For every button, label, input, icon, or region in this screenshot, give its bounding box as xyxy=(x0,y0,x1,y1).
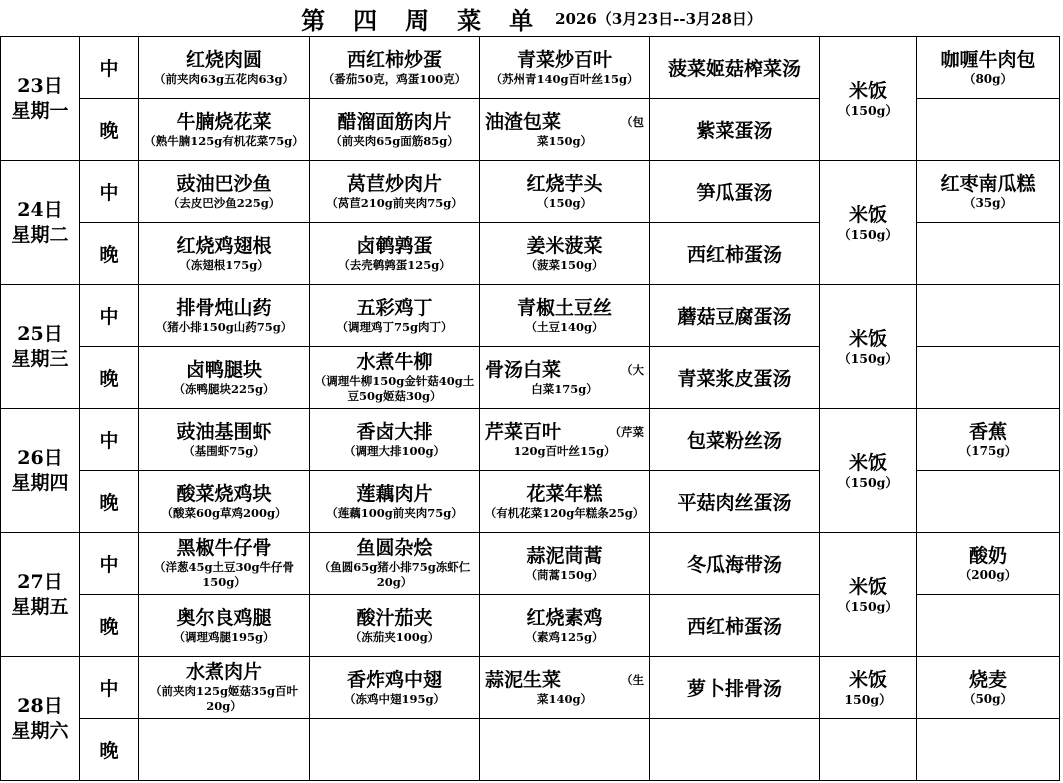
dish-detail: （调理鸡腿195g） xyxy=(173,629,275,644)
meal-label-dinner: 晚 xyxy=(80,719,139,781)
menu-row-dinner xyxy=(1,719,1060,781)
dish-detail: （前夹肉125g姬菇35g百叶20g） xyxy=(149,684,299,713)
staple-weight: （150g） xyxy=(838,598,898,614)
dish-cell xyxy=(139,99,310,161)
meal-label-lunch: 中 xyxy=(80,37,139,99)
day-cell xyxy=(1,161,80,285)
meal-label-lunch: 中 xyxy=(80,657,139,719)
day-date: 25日 xyxy=(17,322,63,345)
dish-detail: （调理大排100g） xyxy=(343,443,446,458)
day-date: 28日 xyxy=(17,694,63,717)
dish-name: 花菜年糕 xyxy=(526,482,603,505)
soup-cell: 紫菜蛋汤 xyxy=(650,99,820,161)
dish-name: 香卤大排 xyxy=(356,420,433,443)
dish-detail: （去壳鹌鹑蛋125g） xyxy=(338,257,451,272)
dish-name: 青椒土豆丝 xyxy=(516,296,612,319)
dish-cell xyxy=(480,347,650,409)
dish-cell xyxy=(139,409,310,471)
extra-cell-empty xyxy=(917,719,1060,781)
dish-name: 芹菜百叶 xyxy=(485,420,562,443)
meal-label-lunch: 中 xyxy=(80,409,139,471)
day-date: 27日 xyxy=(17,570,63,593)
soup-cell: 笋瓜蛋汤 xyxy=(650,161,820,223)
dish-name: 蒜泥生菜 xyxy=(485,668,562,691)
extra-cell-empty xyxy=(917,223,1060,285)
dish-cell xyxy=(310,99,480,161)
day-date: 23日 xyxy=(17,74,63,97)
dish-inline-row xyxy=(482,421,647,444)
dish-inline-row xyxy=(482,359,647,382)
dish-detail: 菜140g） xyxy=(536,691,593,706)
menu-row-lunch xyxy=(1,657,1060,719)
dish-detail: （莲藕100g前夹肉75g） xyxy=(326,505,463,520)
extra-weight: （50g） xyxy=(963,692,1013,706)
dish-cell xyxy=(480,99,650,161)
extra-weight: （175g） xyxy=(959,444,1017,458)
dish-detail: （有机花菜120g年糕条25g） xyxy=(484,505,645,520)
extra-weight: （200g） xyxy=(959,568,1017,582)
dish-cell xyxy=(480,285,650,347)
extra-cell-empty xyxy=(917,99,1060,161)
extra-cell-empty xyxy=(917,347,1060,409)
dish-cell xyxy=(139,285,310,347)
dish-cell xyxy=(139,223,310,285)
dish-cell xyxy=(310,657,480,719)
extra-cell xyxy=(917,533,1060,595)
staple-cell xyxy=(820,285,917,409)
dish-detail: （前夹肉65g面筋85g） xyxy=(330,133,459,148)
day-cell xyxy=(1,37,80,161)
dish-name: 卤鸭腿块 xyxy=(185,358,262,381)
dish-name: 青菜炒百叶 xyxy=(516,48,612,71)
staple-weight: （150g） xyxy=(838,226,898,242)
day-date: 24日 xyxy=(17,198,63,221)
dish-detail: （莴苣210g前夹肉75g） xyxy=(326,195,463,210)
staple-name: 米饭 xyxy=(848,575,887,598)
dish-name: 奥尔良鸡腿 xyxy=(176,606,272,629)
menu-title-main: 第四周菜单 xyxy=(301,5,562,35)
meal-label-lunch: 中 xyxy=(80,161,139,223)
dish-cell xyxy=(310,595,480,657)
dish-cell xyxy=(480,657,650,719)
dish-cell xyxy=(480,595,650,657)
staple-cell xyxy=(820,409,917,533)
dish-name: 红烧芋头 xyxy=(526,172,603,195)
staple-name: 米饭 xyxy=(848,79,887,102)
dish-detail: （熟牛腩125g有机花菜75g） xyxy=(144,133,304,148)
extra-cell xyxy=(917,409,1060,471)
dish-detail: （土豆140g） xyxy=(525,319,604,334)
meal-label-dinner: 晚 xyxy=(80,223,139,285)
dish-cell xyxy=(480,161,650,223)
dish-name: 卤鹌鹑蛋 xyxy=(356,234,433,257)
dish-cell xyxy=(310,533,480,595)
meal-label-dinner: 晚 xyxy=(80,347,139,409)
dish-name: 鱼圆杂烩 xyxy=(356,537,433,559)
dish-inline-row xyxy=(482,669,647,692)
extra-cell xyxy=(917,657,1060,719)
staple-weight: （150g） xyxy=(838,474,898,490)
extra-cell xyxy=(917,161,1060,223)
dish-name: 蒜泥茼蒿 xyxy=(526,544,603,567)
dish-name: 西红柿炒蛋 xyxy=(346,48,442,71)
dish-name: 红烧鸡翅根 xyxy=(176,234,272,257)
dish-name: 豉油巴沙鱼 xyxy=(176,172,272,195)
soup-cell: 青菜浆皮蛋汤 xyxy=(650,347,820,409)
staple-name: 米饭 xyxy=(848,327,887,350)
dish-detail: （素鸡125g） xyxy=(525,629,604,644)
soup-cell: 平菇肉丝蛋汤 xyxy=(650,471,820,533)
dish-name: 莴苣炒肉片 xyxy=(346,172,442,195)
soup-cell: 西红柿蛋汤 xyxy=(650,223,820,285)
extra-cell xyxy=(917,285,1060,347)
dish-detail: （番茄50克，鸡蛋100克） xyxy=(322,71,467,86)
dish-detail: （前夹肉63g五花肉63g） xyxy=(153,71,295,86)
dish-detail: （调理牛柳150g金针菇40g土豆50g姬菇30g） xyxy=(314,374,475,403)
dish-cell xyxy=(310,471,480,533)
menu-row-lunch xyxy=(1,285,1060,347)
extra-name: 红枣南瓜糕 xyxy=(940,173,1036,195)
dish-detail: （洋葱45g土豆30g牛仔骨150g） xyxy=(153,560,295,589)
dish-cell xyxy=(139,719,310,781)
staple-cell xyxy=(820,161,917,285)
day-weekday: 星期三 xyxy=(11,347,69,370)
dish-cell xyxy=(480,471,650,533)
dish-cell xyxy=(310,223,480,285)
dish-inline-row xyxy=(482,111,647,134)
staple-weight: 150g） xyxy=(844,691,892,707)
meal-label-lunch: 中 xyxy=(80,533,139,595)
dish-detail: （鱼圆65g猪小排75g冻虾仁20g） xyxy=(318,560,471,589)
dish-name: 油渣包菜 xyxy=(485,110,562,133)
soup-cell: 西红柿蛋汤 xyxy=(650,595,820,657)
extra-weight: （80g） xyxy=(963,72,1013,86)
weekly-menu-table xyxy=(0,36,1060,781)
extra-name: 烧麦 xyxy=(968,669,1007,691)
dish-cell xyxy=(139,161,310,223)
dish-cell xyxy=(480,533,650,595)
dish-cell xyxy=(310,285,480,347)
dish-cell xyxy=(310,161,480,223)
day-weekday: 星期一 xyxy=(11,99,69,122)
dish-cell xyxy=(310,409,480,471)
dish-name: 莲藕肉片 xyxy=(356,482,433,505)
dish-name: 黑椒牛仔骨 xyxy=(176,537,272,559)
extra-name: 咖喱牛肉包 xyxy=(940,49,1036,71)
dish-detail-start: （芹菜 xyxy=(609,425,644,439)
dish-cell xyxy=(480,37,650,99)
dish-name: 豉油基围虾 xyxy=(176,420,272,443)
staple-cell xyxy=(820,533,917,657)
dish-name: 五彩鸡丁 xyxy=(356,296,433,319)
dish-name: 红烧素鸡 xyxy=(526,606,603,629)
day-weekday: 星期五 xyxy=(11,595,69,618)
dish-detail: （酸菜60g草鸡200g） xyxy=(161,505,287,520)
dish-name: 醋溜面筋肉片 xyxy=(337,110,452,133)
menu-row-lunch xyxy=(1,161,1060,223)
extra-name: 酸奶 xyxy=(968,545,1007,567)
menu-row-lunch xyxy=(1,533,1060,595)
meal-label-dinner: 晚 xyxy=(80,595,139,657)
day-cell xyxy=(1,285,80,409)
dish-name: 姜米菠菜 xyxy=(526,234,603,257)
dish-name: 红烧肉圆 xyxy=(185,48,262,71)
staple-name: 米饭 xyxy=(848,203,887,226)
dish-name: 牛腩烧花菜 xyxy=(176,110,272,133)
day-cell xyxy=(1,533,80,657)
dish-detail: （冻鸭腿块225g） xyxy=(173,381,275,396)
menu-date-range: 2026（3月23日--3月28日） xyxy=(555,9,762,28)
dish-cell xyxy=(480,409,650,471)
staple-cell xyxy=(820,37,917,161)
dish-name: 水煮牛柳 xyxy=(356,351,433,373)
dish-detail: （冻茄夹100g） xyxy=(349,629,440,644)
staple-name: 米饭 xyxy=(848,668,887,691)
dish-detail: （苏州青140g百叶丝15g） xyxy=(490,71,639,86)
dish-name: 骨汤白菜 xyxy=(485,358,562,381)
dish-cell xyxy=(310,719,480,781)
dish-cell xyxy=(310,347,480,409)
dish-detail: （150g） xyxy=(536,195,593,210)
dish-detail: 白菜175g） xyxy=(531,381,598,396)
dish-cell xyxy=(139,657,310,719)
meal-label-lunch: 中 xyxy=(80,285,139,347)
soup-cell: 蘑菇豆腐蛋汤 xyxy=(650,285,820,347)
dish-name: 香炸鸡中翅 xyxy=(346,668,442,691)
soup-cell: 菠菜姬菇榨菜汤 xyxy=(650,37,820,99)
extra-cell-empty xyxy=(917,471,1060,533)
dish-cell xyxy=(139,533,310,595)
day-date: 26日 xyxy=(17,446,63,469)
dish-detail: 120g百叶丝15g） xyxy=(513,443,616,458)
dish-name: 排骨炖山药 xyxy=(176,296,272,319)
soup-cell xyxy=(650,719,820,781)
extra-cell-empty xyxy=(917,595,1060,657)
dish-detail: （基围虾75g） xyxy=(183,443,265,458)
staple-weight: （150g） xyxy=(838,102,898,118)
dish-cell xyxy=(139,471,310,533)
dish-cell xyxy=(480,719,650,781)
extra-cell xyxy=(917,37,1060,99)
dish-name: 酸汁茄夹 xyxy=(356,606,433,629)
extra-name: 香蕉 xyxy=(968,421,1007,443)
dish-detail-start: （生 xyxy=(621,673,644,687)
soup-cell: 包菜粉丝汤 xyxy=(650,409,820,471)
extra-weight: （35g） xyxy=(963,196,1013,210)
dish-detail: （去皮巴沙鱼225g） xyxy=(167,195,281,210)
day-weekday: 星期六 xyxy=(11,719,69,742)
staple-cell-empty xyxy=(820,719,917,781)
dish-detail: （猪小排150g山药75g） xyxy=(155,319,293,334)
staple-name: 米饭 xyxy=(848,451,887,474)
dish-cell xyxy=(139,595,310,657)
dish-name: 酸菜烧鸡块 xyxy=(176,482,272,505)
dish-cell xyxy=(480,223,650,285)
day-cell xyxy=(1,657,80,781)
staple-weight: （150g） xyxy=(838,350,898,366)
staple-cell xyxy=(820,657,917,719)
dish-detail: （菠菜150g） xyxy=(525,257,604,272)
meal-label-dinner: 晚 xyxy=(80,471,139,533)
dish-name: 水煮肉片 xyxy=(185,661,262,683)
day-cell xyxy=(1,409,80,533)
menu-title xyxy=(0,0,1063,36)
dish-detail: 菜150g） xyxy=(536,133,593,148)
menu-row-lunch xyxy=(1,37,1060,99)
soup-cell: 萝卜排骨汤 xyxy=(650,657,820,719)
soup-cell: 冬瓜海带汤 xyxy=(650,533,820,595)
dish-cell xyxy=(139,347,310,409)
dish-detail: （冻翅根175g） xyxy=(179,257,269,272)
dish-detail: （冻鸡中翅195g） xyxy=(343,691,446,706)
menu-row-lunch xyxy=(1,409,1060,471)
dish-detail: （调理鸡丁75g肉丁） xyxy=(336,319,453,334)
dish-cell xyxy=(310,37,480,99)
meal-label-dinner: 晚 xyxy=(80,99,139,161)
dish-detail-start: （大 xyxy=(621,363,644,377)
day-weekday: 星期二 xyxy=(11,223,69,246)
day-weekday: 星期四 xyxy=(11,471,69,494)
dish-detail: （茼蒿150g） xyxy=(525,567,604,582)
dish-cell xyxy=(139,37,310,99)
dish-detail-start: （包 xyxy=(621,115,644,129)
